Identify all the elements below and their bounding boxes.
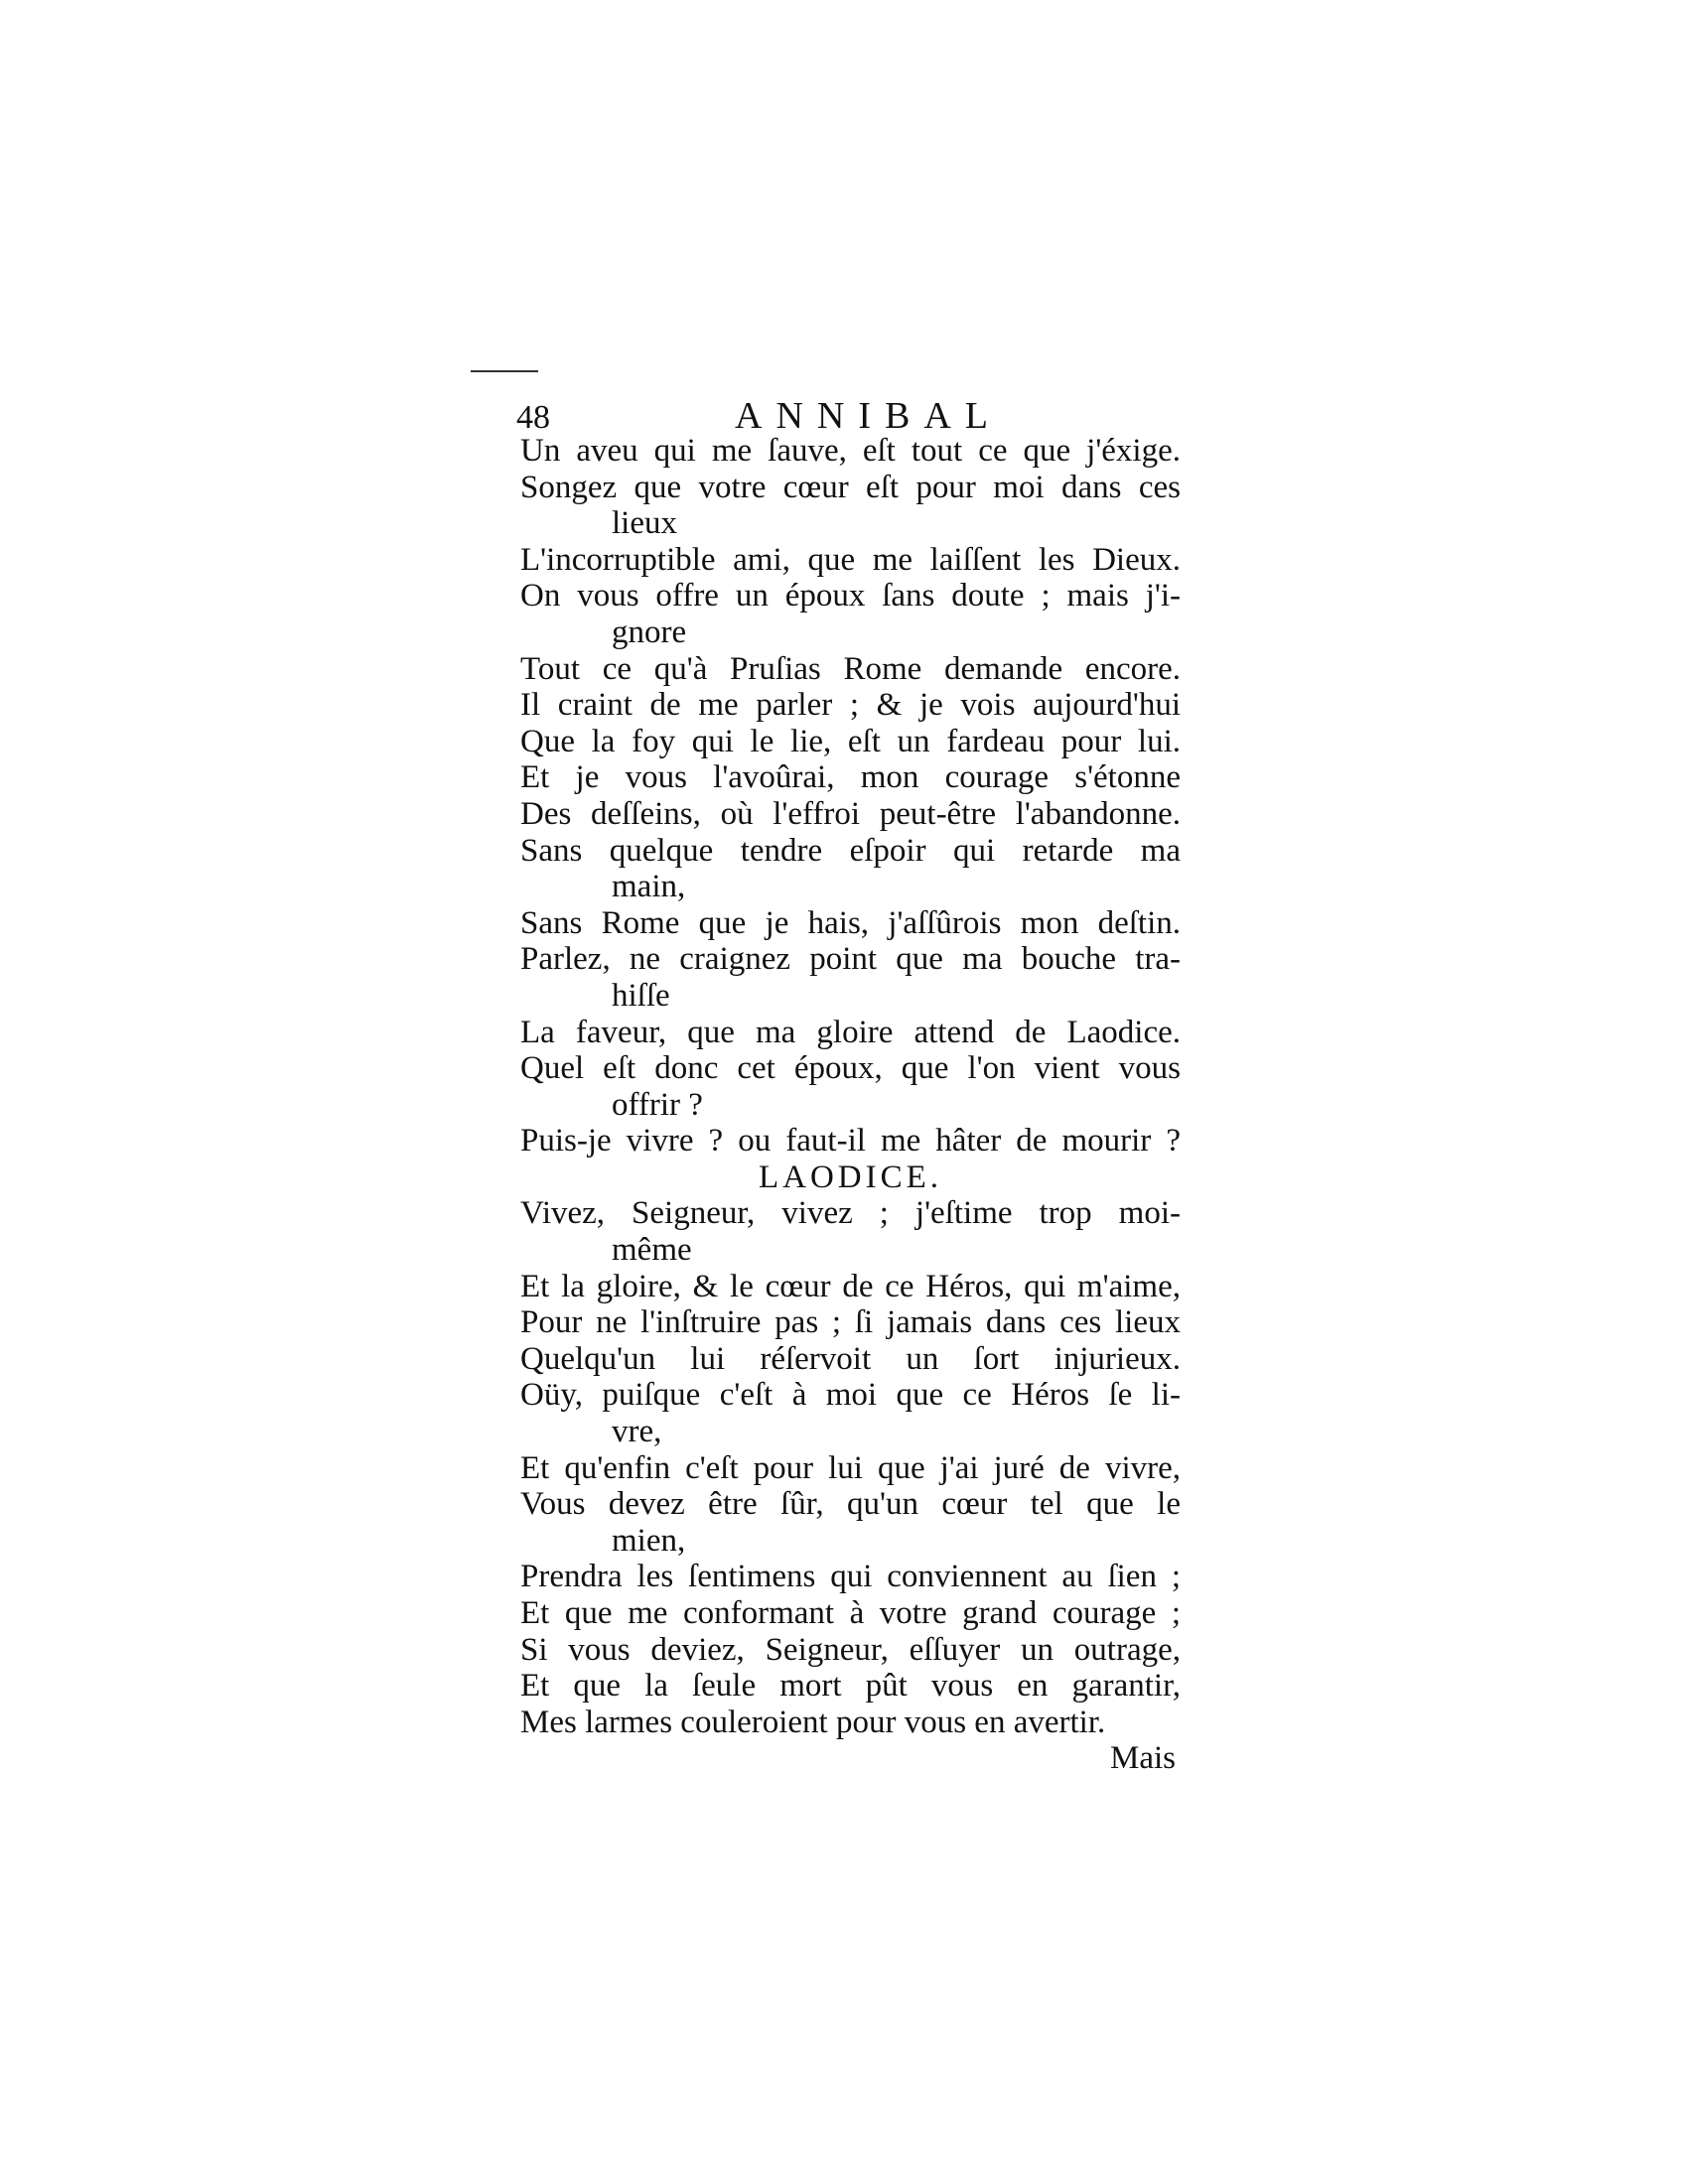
verse-line: main,	[612, 869, 686, 905]
verse-line: Il craint de me parler ; & je vois aujourd'hui	[520, 687, 1181, 724]
verse-line: Des deſſeins, où l'effroi peut-être l'abandonne.	[520, 795, 1181, 832]
verse-line: Puis-je vivre ? ou faut-il me hâter de mourir ?	[520, 1123, 1181, 1160]
verse-line: La faveur, que ma gloire attend de Laodice.	[520, 1014, 1181, 1050]
verse-line: Que la foy qui le lie, eſt un fardeau pour lui.	[520, 723, 1181, 759]
catchword: Mais	[1110, 1740, 1176, 1776]
verse-line: Prendra les ſentimens qui conviennent au ſien ;	[520, 1559, 1181, 1595]
verse-line: mien,	[612, 1522, 686, 1559]
verse-line: Pour ne l'inſtruire pas ; ſi jamais dans ces lieux	[520, 1304, 1181, 1341]
verse-line: Un aveu qui me ſauve, eſt tout ce que j'éxige.	[520, 433, 1181, 469]
page-number: 48	[516, 399, 550, 436]
running-title: ANNIBAL	[735, 395, 1002, 437]
verse-line: Tout ce qu'à Pruſias Rome demande encore.	[520, 650, 1181, 687]
verse-line: Vous devez être ſûr, qu'un cœur tel que le	[520, 1486, 1181, 1523]
verse-line: Et que me conformant à votre grand courage ;	[520, 1595, 1181, 1631]
verse-line: Mes larmes couleroient pour vous en avertir.	[520, 1704, 1106, 1740]
verse-line: offrir ?	[612, 1086, 703, 1123]
verse-line: même	[612, 1232, 692, 1269]
verse-line: Songez que votre cœur eſt pour moi dans ces	[520, 469, 1181, 505]
verse-line: L'incorruptible ami, que me laiſſent les Dieux.	[520, 541, 1181, 578]
verse-line: Vivez, Seigneur, vivez ; j'eſtime trop moi-	[520, 1195, 1181, 1232]
verse-line: Quel eſt donc cet époux, que l'on vient vous	[520, 1050, 1181, 1087]
verse-line: Et qu'enfin c'eſt pour lui que j'ai juré de vivre,	[520, 1449, 1181, 1486]
verse-line: Oüy, puiſque c'eſt à moi que ce Héros ſe li-	[520, 1377, 1181, 1414]
speaker-name: LAODICE.	[758, 1159, 943, 1195]
verse-line: vre,	[612, 1414, 662, 1450]
top-rule	[471, 370, 538, 372]
verse-line: gnore	[612, 614, 687, 650]
verse-line: Et que la ſeule mort pût vous en garantir,	[520, 1668, 1181, 1705]
verse-line: lieux	[612, 505, 677, 542]
verse-line: Sans quelque tendre eſpoir qui retarde ma	[520, 832, 1181, 869]
verse-line: Sans Rome que je hais, j'aſſûrois mon deſtin.	[520, 904, 1181, 941]
verse-line: Et la gloire, & le cœur de ce Héros, qui m'aime,	[520, 1268, 1181, 1304]
verse-line: Quelqu'un lui réſervoit un ſort injurieux.	[520, 1340, 1181, 1377]
verse-line: Et je vous l'avoûrai, mon courage s'étonne	[520, 759, 1181, 796]
verse-line: Parlez, ne craignez point que ma bouche tra-	[520, 941, 1181, 978]
verse-line: Si vous deviez, Seigneur, eſſuyer un outrage,	[520, 1631, 1181, 1668]
verse-line: hiſſe	[612, 977, 670, 1014]
verse-text	[520, 433, 1181, 1740]
verse-line: On vous offre un époux ſans doute ; mais j'i-	[520, 578, 1181, 614]
